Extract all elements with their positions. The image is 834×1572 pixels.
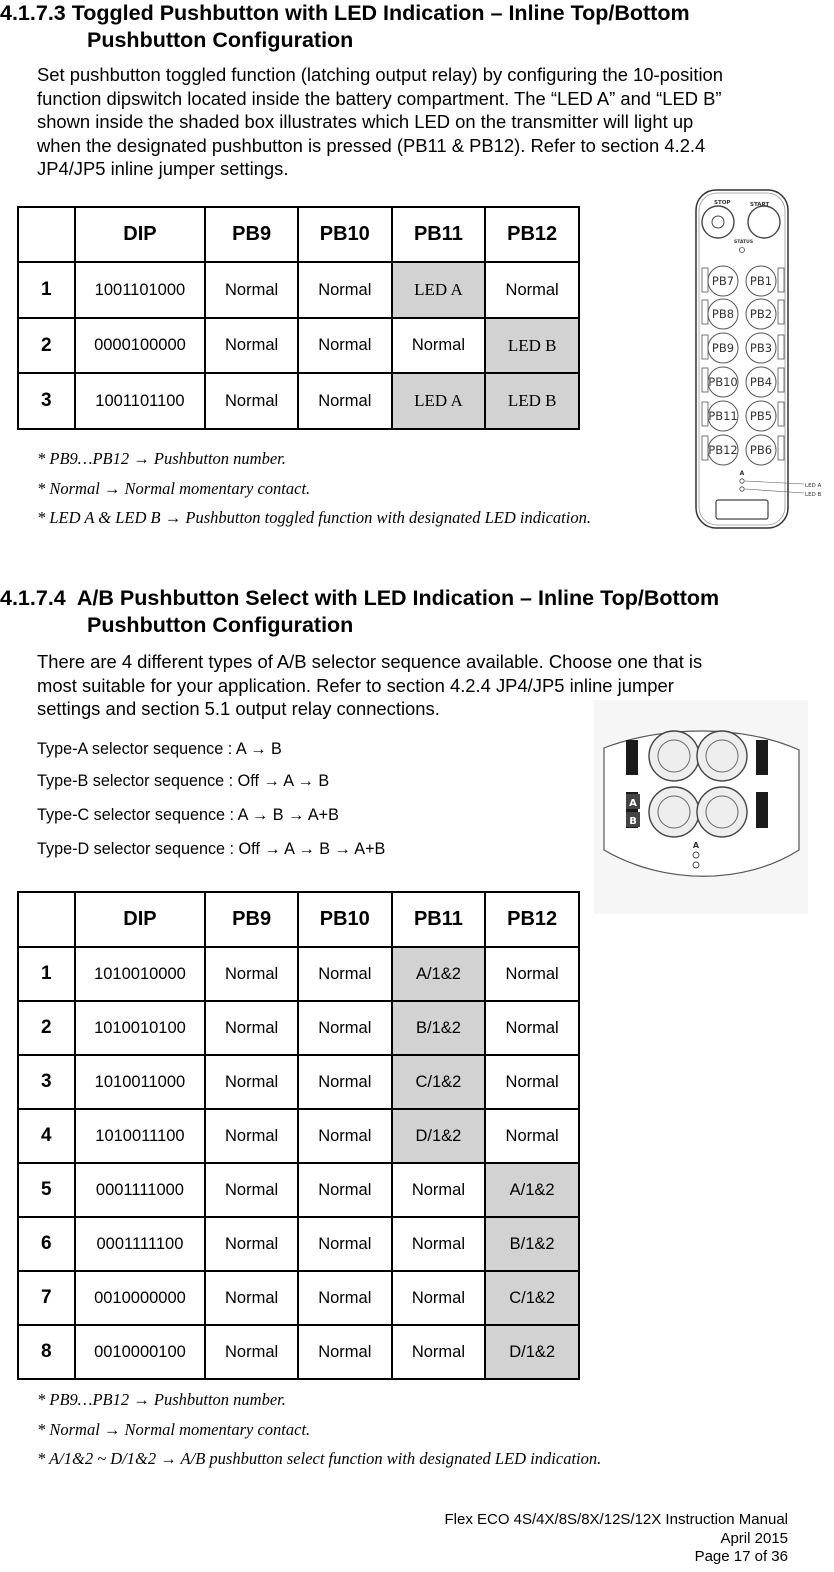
paragraph-line: There are 4 different types of A/B selector sequence available. Choose one that is — [37, 651, 703, 672]
selector-sequence: Type-B selector sequence : Off → A → B — [37, 772, 330, 790]
row-number: 3 — [18, 1055, 75, 1109]
header-cell: PB9 — [205, 207, 298, 262]
pb2-label: PB2 — [749, 307, 773, 321]
pb10-cell: Normal — [298, 373, 392, 429]
dip-cell: 1010011100 — [75, 1109, 206, 1163]
pb12-cell: Normal — [485, 947, 579, 1001]
toggled-dip-table — [17, 206, 580, 430]
selector-sequence: Type-D selector sequence : Off → A → B → A+B — [37, 840, 386, 858]
header-cell — [18, 207, 75, 262]
section-4-1-7-4-heading — [0, 585, 719, 612]
pb4-label: PB4 — [749, 375, 773, 389]
dip-cell: 0010000100 — [75, 1325, 206, 1379]
paragraph-line: Set pushbutton toggled function (latching output relay) by configuring the 10-position — [37, 64, 724, 85]
table-row — [18, 1109, 579, 1163]
pb9-cell: Normal — [205, 1109, 298, 1163]
table-row — [18, 1271, 579, 1325]
row-number: 3 — [18, 373, 75, 429]
start-button-icon — [748, 206, 780, 238]
row-number: 6 — [18, 1217, 75, 1271]
table-header-row — [18, 207, 579, 262]
pb12-cell: Normal — [485, 1001, 579, 1055]
header-cell: PB10 — [298, 892, 392, 947]
section-title-line2: Pushbutton Configuration — [87, 28, 354, 52]
pb9-label: PB9 — [711, 341, 735, 355]
dip-cell: 0001111000 — [75, 1163, 206, 1217]
header-cell: PB10 — [298, 207, 392, 262]
status-label: STATUS — [734, 240, 754, 245]
paragraph-line: shown inside the shaded box illustrates which LED on the transmitter will light up — [37, 111, 694, 133]
header-cell: PB11 — [392, 892, 486, 947]
page-number: Page 17 of 36 — [694, 1548, 788, 1565]
section-title-line1: A/B Pushbutton Select with LED Indication – Inline Top/Bottom — [76, 586, 720, 610]
start-label: START — [750, 202, 770, 208]
footnote: * LED A & LED B → Pushbutton toggled function with designated LED indication. — [37, 508, 591, 527]
table-row — [18, 947, 579, 1001]
table-row — [18, 1001, 579, 1055]
pb3-label: PB3 — [749, 341, 773, 355]
table-row — [18, 1325, 579, 1379]
table-row — [18, 318, 579, 373]
header-cell: PB12 — [485, 892, 579, 947]
dip-cell: 0010000000 — [75, 1271, 206, 1325]
footnote: * Normal → Normal momentary contact. — [37, 479, 311, 498]
pb12-label: PB12 — [708, 443, 738, 457]
pb11-cell: Normal — [392, 1271, 486, 1325]
pushbutton-icon — [697, 787, 747, 837]
pb9-cell: Normal — [205, 1163, 298, 1217]
pb12-cell: A/1&2 — [485, 1163, 579, 1217]
header-cell: PB12 — [485, 207, 579, 262]
pb9-cell: Normal — [205, 1325, 298, 1379]
led-a-small-label: A — [692, 841, 700, 850]
pb9-cell: Normal — [205, 1055, 298, 1109]
pb10-cell: Normal — [298, 1109, 392, 1163]
pb8-label: PB8 — [711, 307, 735, 321]
pb10-label: PB10 — [708, 375, 738, 389]
stop-label: STOP — [714, 200, 731, 206]
pb10-cell: Normal — [298, 1217, 392, 1271]
led-a-small-label: A — [739, 470, 745, 477]
pb9-cell: Normal — [205, 262, 298, 318]
header-cell: DIP — [75, 892, 206, 947]
a-label: A — [629, 798, 637, 809]
row-number: 2 — [18, 1001, 75, 1055]
table-row — [18, 1163, 579, 1217]
footnote: * PB9…PB12 → Pushbutton number. — [37, 449, 286, 468]
pb11-cell: LED A — [392, 262, 486, 318]
stop-button-icon — [702, 206, 734, 238]
pb10-cell: Normal — [298, 1001, 392, 1055]
pb11-cell: LED A — [392, 373, 486, 429]
selector-sequence: Type-A selector sequence : A → B — [37, 740, 282, 758]
selector-sequence: Type-C selector sequence : A → B → A+B — [37, 806, 339, 824]
transmitter-illustration — [690, 188, 830, 533]
pb11-cell: C/1&2 — [392, 1055, 486, 1109]
pb11-cell: D/1&2 — [392, 1109, 486, 1163]
pb12-cell: Normal — [485, 1109, 579, 1163]
pushbutton-icon — [697, 731, 747, 781]
pb9-cell: Normal — [205, 1217, 298, 1271]
pb11-cell: A/1&2 — [392, 947, 486, 1001]
pb1-label: PB1 — [749, 274, 773, 288]
pushbutton-icon — [649, 787, 699, 837]
pb12-cell: Normal — [485, 262, 579, 318]
pb10-cell: Normal — [298, 318, 392, 373]
row-number: 4 — [18, 1109, 75, 1163]
pushbutton-icon — [649, 731, 699, 781]
pb12-cell: B/1&2 — [485, 1217, 579, 1271]
section-1-paragraph — [37, 63, 827, 181]
b-label: B — [629, 816, 637, 827]
section-title-line2: Pushbutton Configuration — [87, 613, 354, 637]
dip-cell: 0001111100 — [75, 1217, 206, 1271]
footnote: * A/1&2 ~ D/1&2 → A/B pushbutton select function with designated LED indication. — [37, 1449, 602, 1468]
pb10-cell: Normal — [298, 1271, 392, 1325]
pb5-label: PB5 — [749, 409, 773, 423]
pb10-cell: Normal — [298, 262, 392, 318]
header-cell: DIP — [75, 207, 206, 262]
pb12-cell: LED B — [485, 373, 579, 429]
section-4-1-7-3-heading — [0, 0, 690, 27]
dip-cell: 1010010000 — [75, 947, 206, 1001]
paragraph-line: function dipswitch located inside the battery compartment. The “LED A” and “LED B” — [37, 87, 722, 109]
led-a-callout: LED A — [805, 483, 822, 489]
page-footer — [444, 1511, 788, 1567]
ab-select-dip-table — [17, 891, 580, 1380]
section-number: 4.1.7.4 — [0, 586, 66, 610]
header-cell: PB11 — [392, 207, 486, 262]
pb11-cell: Normal — [392, 1217, 486, 1271]
pb7-label: PB7 — [711, 274, 735, 288]
table-row — [18, 1055, 579, 1109]
section-number: 4.1.7.3 — [0, 1, 66, 25]
row-number: 8 — [18, 1325, 75, 1379]
pb11-cell: Normal — [392, 318, 486, 373]
row-number: 1 — [18, 262, 75, 318]
manual-date: April 2015 — [720, 1529, 788, 1547]
pb9-cell: Normal — [205, 1271, 298, 1325]
led-b-callout: LED B — [805, 492, 822, 498]
pb10-cell: Normal — [298, 947, 392, 1001]
section-title-line1: Toggled Pushbutton with LED Indication – Inline Top/Bottom — [71, 1, 690, 25]
row-number: 2 — [18, 318, 75, 373]
row-number: 1 — [18, 947, 75, 1001]
paragraph-line: most suitable for your application. Refer to section 4.2.4 JP4/JP5 inline jumper — [37, 674, 674, 696]
pb11-cell: B/1&2 — [392, 1001, 486, 1055]
dip-cell: 1010010100 — [75, 1001, 206, 1055]
footnote: * PB9…PB12 → Pushbutton number. — [37, 1390, 286, 1409]
pb10-cell: Normal — [298, 1163, 392, 1217]
footnote: * Normal → Normal momentary contact. — [37, 1420, 311, 1439]
pb10-cell: Normal — [298, 1055, 392, 1109]
pb9-cell: Normal — [205, 947, 298, 1001]
paragraph-line: JP4/JP5 inline jumper settings. — [37, 158, 289, 180]
dip-cell: 1001101000 — [75, 262, 206, 318]
pb6-label: PB6 — [749, 443, 773, 457]
header-cell: PB9 — [205, 892, 298, 947]
pb12-cell: C/1&2 — [485, 1271, 579, 1325]
table-row — [18, 262, 579, 318]
dip-cell: 1010011000 — [75, 1055, 206, 1109]
pb9-cell: Normal — [205, 318, 298, 373]
pb11-cell: Normal — [392, 1325, 486, 1379]
pb11-label: PB11 — [708, 409, 738, 423]
pb10-cell: Normal — [298, 1325, 392, 1379]
paragraph-line: settings and section 5.1 output relay connections. — [37, 698, 440, 720]
display-window — [716, 500, 768, 519]
dip-cell: 0000100000 — [75, 318, 206, 373]
row-number: 7 — [18, 1271, 75, 1325]
dip-cell: 1001101100 — [75, 373, 206, 429]
pb12-cell: LED B — [485, 318, 579, 373]
manual-title: Flex ECO 4S/4X/8S/8X/12S/12X Instruction Manual — [444, 1511, 788, 1528]
pb11-cell: Normal — [392, 1163, 486, 1217]
header-cell — [18, 892, 75, 947]
pb9-cell: Normal — [205, 1001, 298, 1055]
paragraph-line: when the designated pushbutton is pressed (PB11 & PB12). Refer to section 4.2.4 — [37, 134, 706, 156]
ab-selector-illustration — [594, 700, 808, 914]
pb12-cell: D/1&2 — [485, 1325, 579, 1379]
pb9-cell: Normal — [205, 373, 298, 429]
table-row — [18, 373, 579, 429]
table-header-row — [18, 892, 579, 947]
row-number: 5 — [18, 1163, 75, 1217]
pb12-cell: Normal — [485, 1055, 579, 1109]
table-row — [18, 1217, 579, 1271]
